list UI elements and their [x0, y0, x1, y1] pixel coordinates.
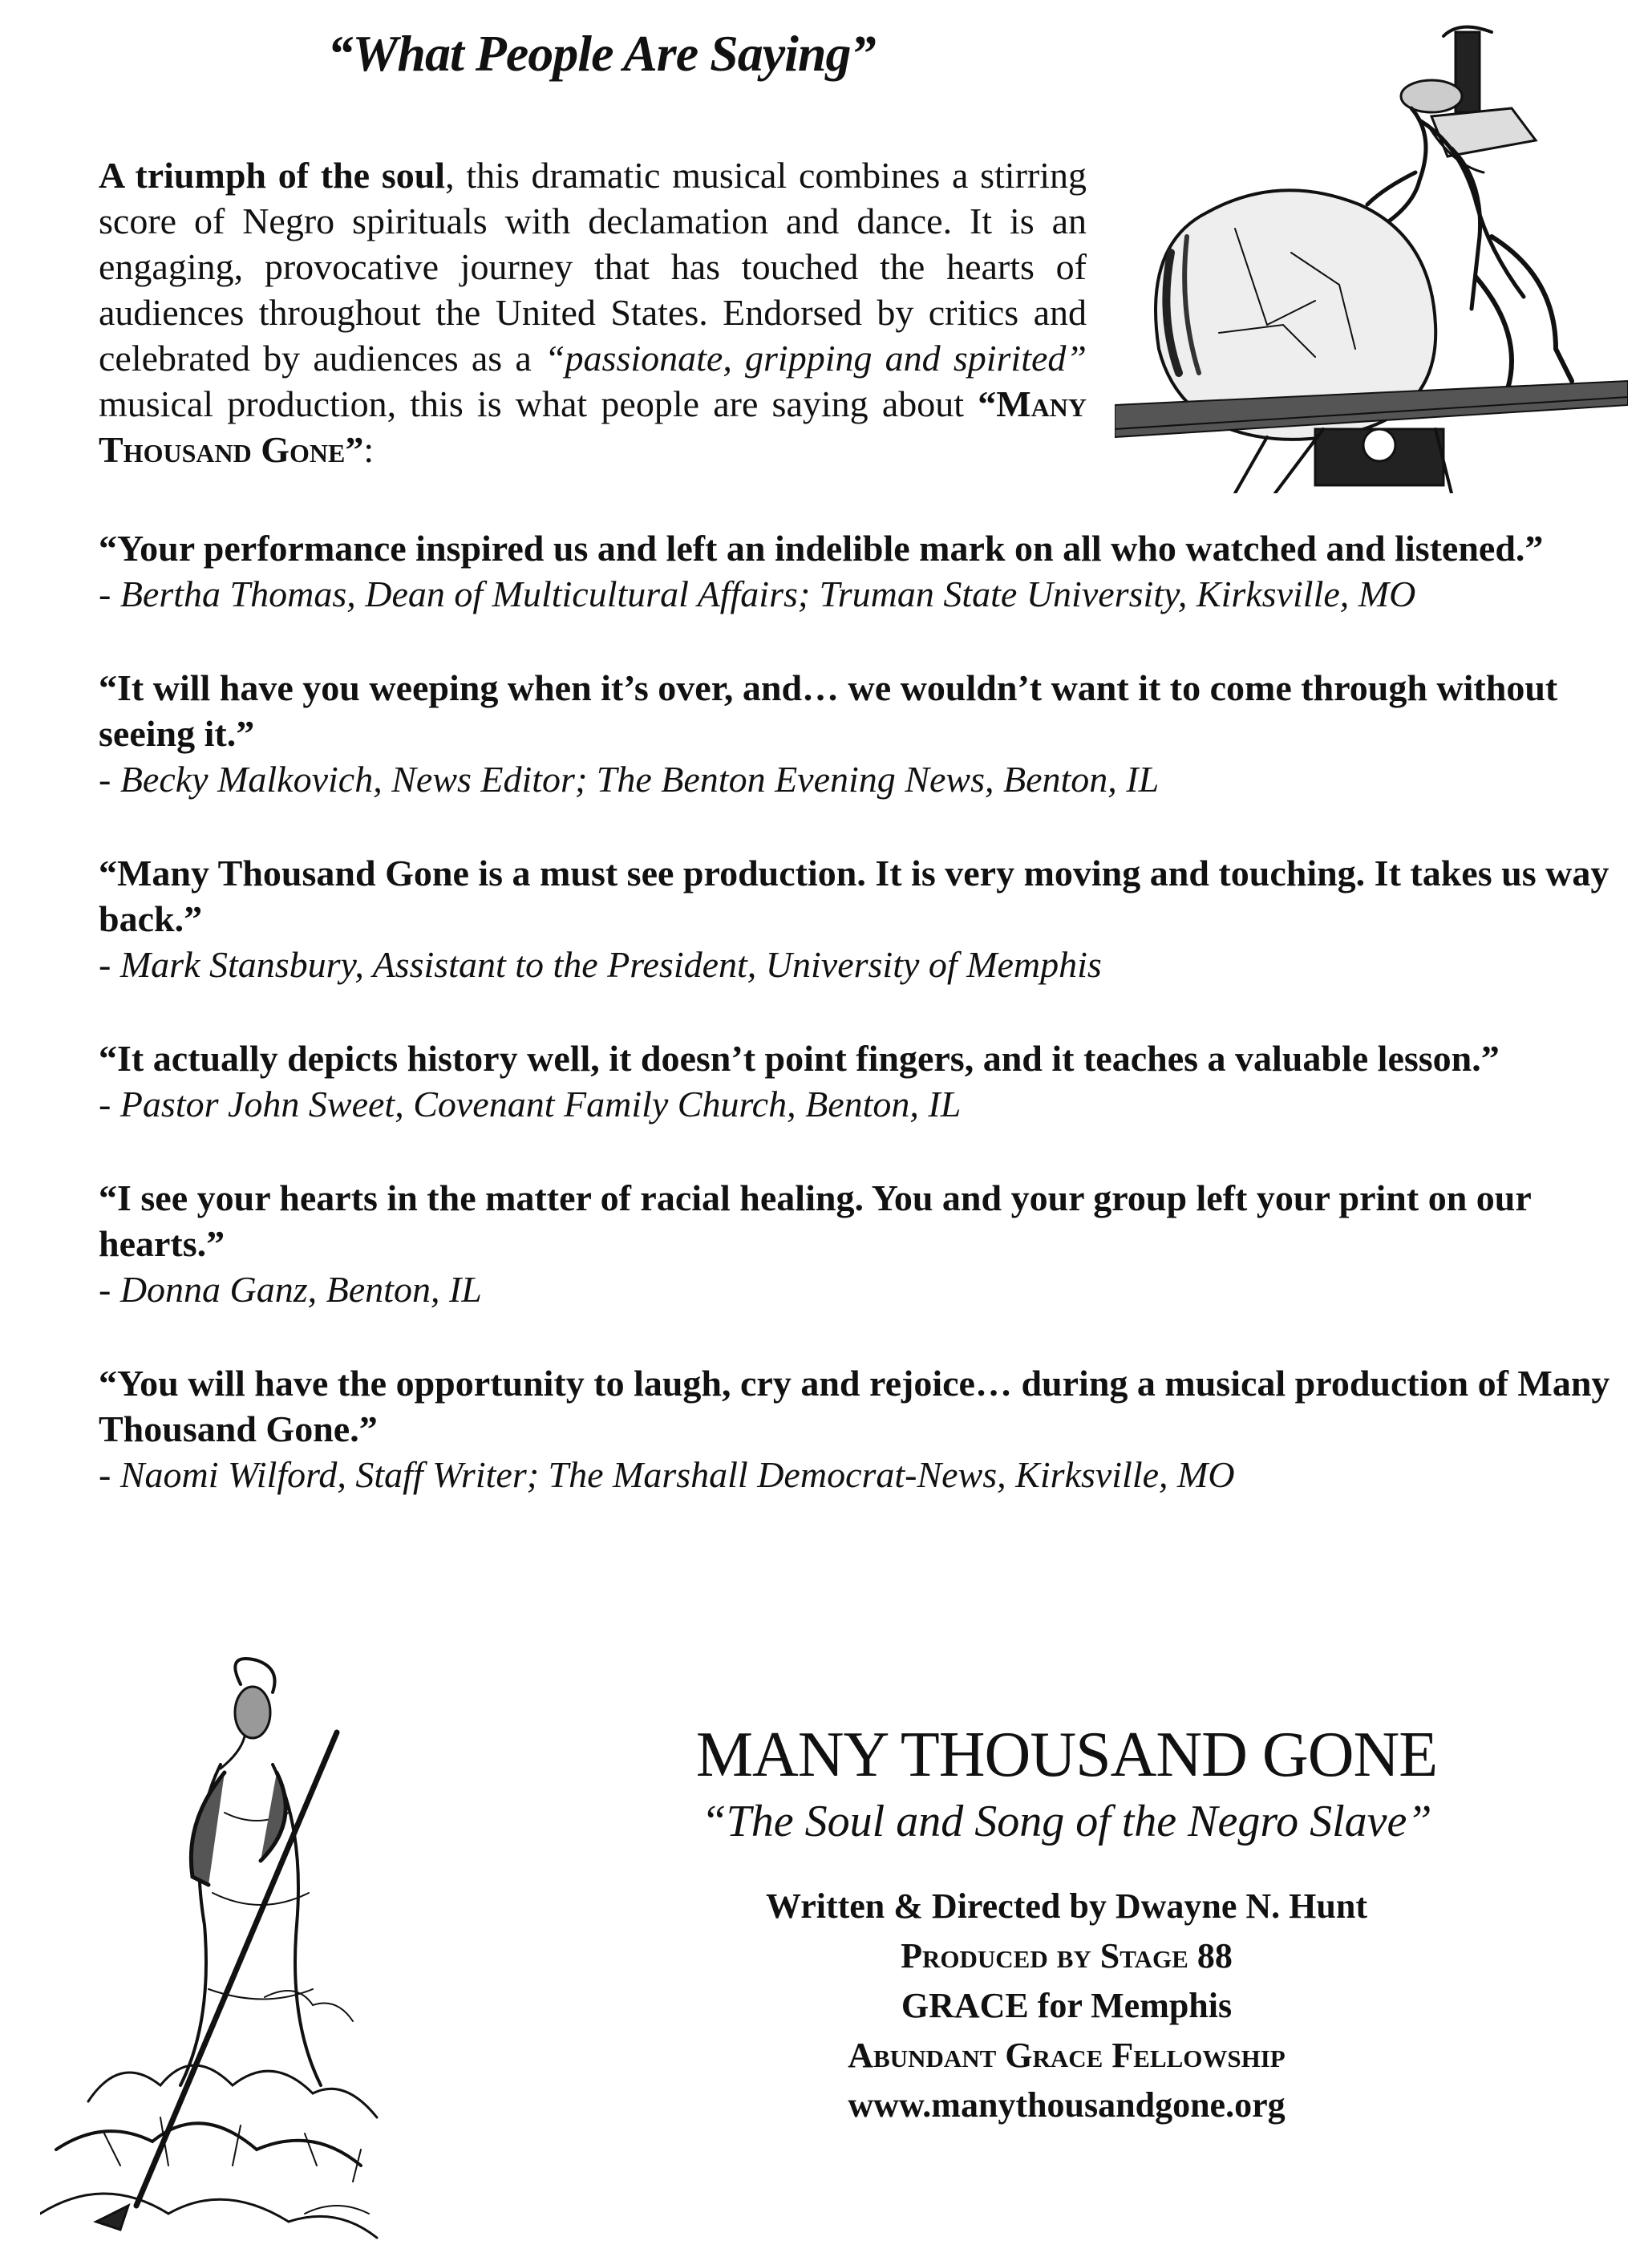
- intro-quote: “passionate, gripping and spirited”: [544, 338, 1087, 379]
- production-credits: [577, 1716, 1556, 2130]
- testimonial: [99, 850, 1622, 987]
- boulder-pusher-illustration: [1115, 12, 1628, 493]
- testimonial: [99, 1035, 1622, 1127]
- testimonial-text: “I see your hearts in the matter of racial healing. You and your group left your print on our hearts.”: [99, 1177, 1531, 1264]
- woman-with-hoe-illustration: [40, 1652, 473, 2246]
- testimonial-text: “You will have the opportunity to laugh, cry and rejoice… during a musical production of Many Thousand Gone.”: [99, 1363, 1610, 1449]
- credit-written: Written & Directed by Dwayne N. Hunt: [766, 1886, 1367, 1926]
- testimonial: [99, 1175, 1622, 1312]
- testimonial-text: “It will have you weeping when it’s over, and… we wouldn’t want it to come through without seeing it.”: [99, 667, 1558, 754]
- testimonial-attribution: - Becky Malkovich, News Editor; The Benton Evening News, Benton, IL: [99, 759, 1160, 800]
- production-subtitle: “The Soul and Song of the Negro Slave”: [701, 1797, 1432, 1846]
- testimonial-text: “Your performance inspired us and left an indelible mark on all who watched and listened.”: [99, 528, 1544, 569]
- testimonial-attribution: - Pastor John Sweet, Covenant Family Church, Benton, IL: [99, 1084, 962, 1124]
- intro-part2: musical production, this is what people are saying about: [99, 383, 978, 424]
- credit-fellowship: Abundant Grace Fellowship: [848, 2036, 1286, 2075]
- intro-lead: A triumph of the soul: [99, 155, 446, 196]
- intro-end: :: [363, 429, 375, 470]
- page-title: “What People Are Saying”: [327, 25, 876, 82]
- intro-part1: , this dramatic musical combines a stirring score of Negro spirituals with declamation and dance. It is an engaging, provocative journey that has touched the hearts of audiences throughout the United States. Endorsed by critics and celebrated by audiences as a: [99, 155, 1087, 379]
- testimonial-attribution: - Donna Ganz, Benton, IL: [99, 1269, 482, 1310]
- testimonial-text: “It actually depicts history well, it doesn’t point fingers, and it teaches a valuable lesson.”: [99, 1038, 1500, 1079]
- testimonial: [99, 665, 1622, 802]
- testimonial-attribution: - Naomi Wilford, Staff Writer; The Marshall Democrat-News, Kirksville, MO: [99, 1454, 1235, 1495]
- website-link[interactable]: www.manythousandgone.org: [848, 2085, 1286, 2125]
- testimonial-attribution: - Mark Stansbury, Assistant to the President, University of Memphis: [99, 944, 1102, 985]
- production-title: MANY THOUSAND GONE: [695, 1720, 1438, 1790]
- testimonial: [99, 525, 1622, 617]
- intro-paragraph: [99, 152, 1087, 472]
- credit-produced: Produced by Stage 88: [901, 1936, 1233, 1975]
- testimonial-text: “Many Thousand Gone is a must see production. It is very moving and touching. It takes us way back.”: [99, 853, 1609, 939]
- testimonials-list: [99, 525, 1622, 1546]
- testimonial: [99, 1360, 1622, 1497]
- testimonial-attribution: - Bertha Thomas, Dean of Multicultural Affairs; Truman State University, Kirksville, MO: [99, 573, 1416, 614]
- credit-grace: GRACE for Memphis: [901, 1986, 1233, 2025]
- show-name: “Many Thousand Gone”: [99, 383, 1087, 470]
